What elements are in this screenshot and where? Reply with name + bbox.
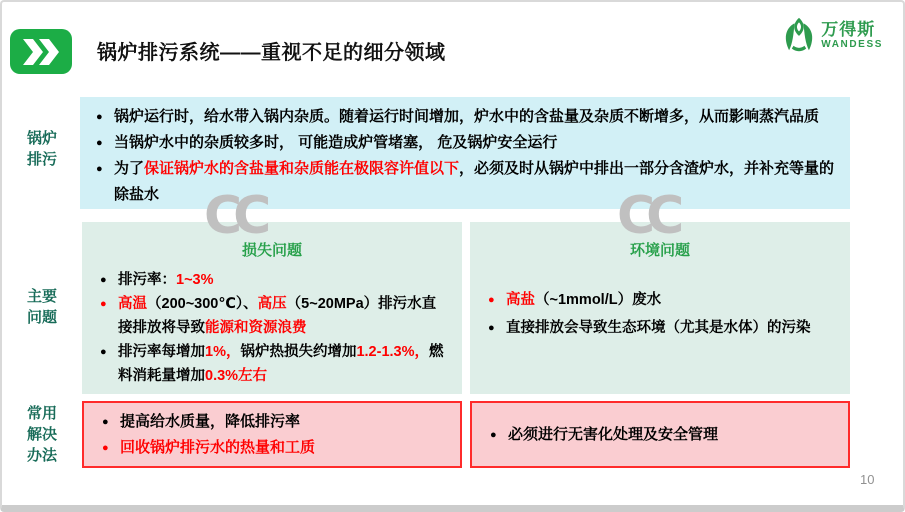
bullet-item: [484, 422, 836, 448]
bullet-text: 回收锅炉排污水的热量和工质: [120, 438, 316, 456]
wandess-leaf-icon: [781, 16, 817, 54]
brand-name-en: WANDESS: [821, 38, 883, 50]
bullet-item: [94, 340, 450, 388]
bullet-item: [90, 104, 836, 130]
bullet-text: 必须进行无害化处理及安全管理: [508, 425, 719, 443]
brand-logo: [781, 16, 883, 54]
bullet-marker: ●: [102, 441, 109, 454]
bullet-marker: ●: [488, 294, 495, 306]
intro-box: [80, 97, 850, 209]
environment-problem-bullets: [482, 288, 838, 344]
solution-box-right: [470, 401, 850, 468]
solution-right-bullets: [484, 422, 836, 448]
bullet-text: 高盐（~1mmol/L）废水: [506, 292, 662, 308]
brand-logo-text: [821, 21, 883, 50]
bullet-text: 排污率每增加1%，锅炉热损失约增加1.2-1.3%，燃料消耗量增加0.3%左右: [118, 344, 444, 384]
double-chevron-icon: [21, 39, 61, 65]
bullet-text: 锅炉运行时，给水带入锅内杂质。随着运行时间增加，炉水中的含盐量及杂质不断增多，从而影响蒸汽品质: [114, 108, 820, 125]
bullet-marker: ●: [100, 346, 107, 358]
bullet-marker: ●: [96, 137, 103, 149]
sidebar-label-line: 办法: [26, 447, 57, 464]
bullet-text: 当锅炉水中的杂质较多时， 可能造成炉管堵塞， 危及锅炉安全运行: [114, 134, 558, 151]
bullet-marker: ●: [102, 415, 109, 428]
bullet-marker: ●: [96, 111, 103, 123]
page-title: 锅炉排污系统——重视不足的细分领域: [97, 42, 446, 64]
bullet-marker: ●: [488, 322, 495, 334]
loss-problem-box: [82, 222, 462, 394]
quote-marks-icon: CC: [617, 186, 676, 246]
bullet-marker: ●: [100, 298, 107, 310]
environment-problem-box: [470, 222, 850, 394]
bullet-text: 高温（200~300℃）、高压（5~20MPa）排污水直接排放将导致能源和资源浪费: [118, 296, 437, 336]
bullet-marker: ●: [100, 274, 107, 286]
loss-problem-title: 损失问题: [241, 242, 302, 259]
sidebar-label-line: 解决: [26, 426, 57, 443]
bullet-item: [90, 156, 836, 208]
sidebar-label-line: 主要: [26, 288, 57, 305]
solution-left-bullets: [96, 409, 448, 461]
page-number: 10: [860, 472, 875, 487]
bullet-item: [94, 268, 450, 292]
bullet-text: 直接排放会导致生态环境（尤其是水体）的污染: [506, 320, 811, 336]
bullet-text: 提高给水质量，降低排污率: [120, 412, 301, 430]
bullet-item: [94, 292, 450, 340]
brand-name-cn: 万得斯: [821, 19, 876, 39]
sidebar-label-common-solutions: [7, 403, 77, 466]
quote-marks-icon: CC: [204, 186, 263, 246]
bullet-item: [96, 409, 448, 435]
bullet-item: [482, 288, 838, 312]
bullet-item: [482, 316, 838, 340]
bullet-item: [90, 130, 836, 156]
bullet-item: [96, 435, 448, 461]
sidebar-label-line: 锅炉: [26, 130, 57, 147]
bullet-marker: ●: [490, 428, 497, 441]
sidebar-label-line: 常用: [26, 405, 57, 422]
chevron-badge-icon: [10, 29, 72, 74]
environment-problem-title: 环境问题: [629, 242, 690, 259]
solution-box-left: [82, 401, 462, 468]
bullet-marker: ●: [96, 163, 103, 175]
sidebar-label-main-problems: [7, 286, 77, 328]
loss-problem-bullets: [94, 268, 450, 388]
bullet-text: 排污率：1~3%: [118, 272, 214, 288]
bullet-text: 为了保证锅炉水的含盐量和杂质能在极限容许值以下，必须及时从锅炉中排出一部分含渣炉水，并补充等量的除盐水: [114, 160, 835, 203]
intro-bullets: [90, 104, 836, 208]
sidebar-label-line: 排污: [26, 151, 57, 168]
sidebar-label-line: 问题: [26, 309, 57, 326]
sidebar-label-boiler-blowdown: [7, 128, 77, 170]
